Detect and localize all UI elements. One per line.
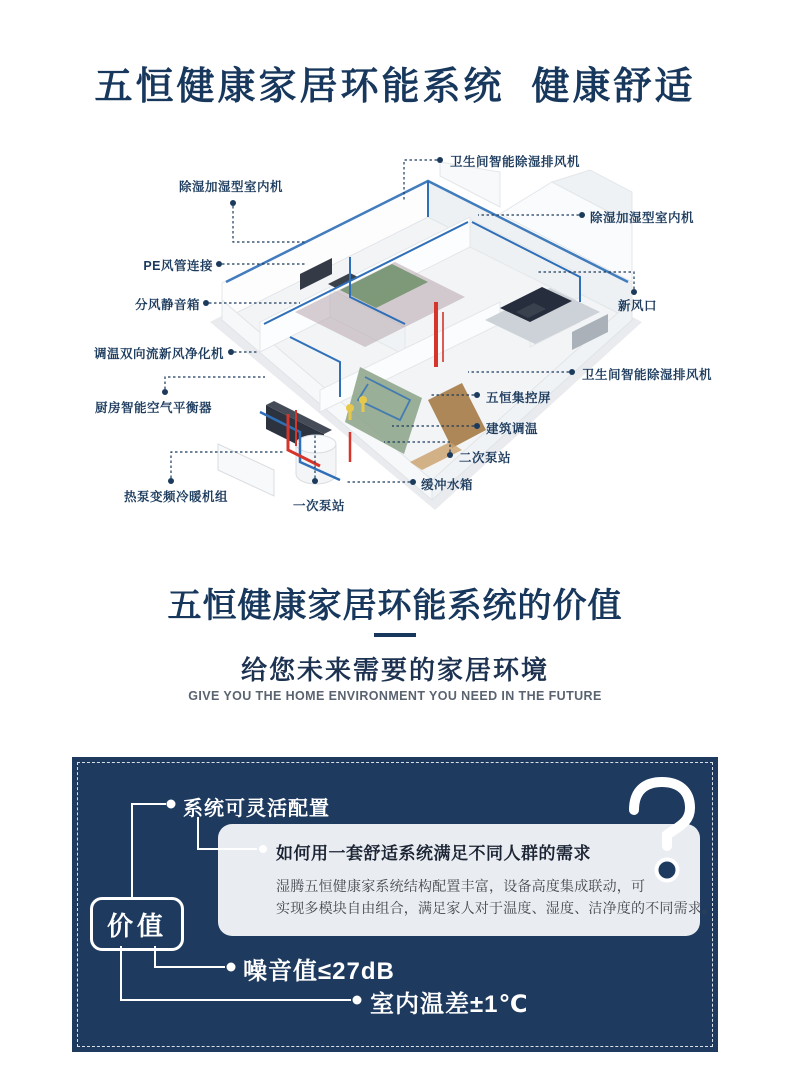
point-indoor-temp-diff: 室内温差±1℃ — [370, 991, 529, 1018]
callout-label-kitchen-air-balancer: 厨房智能空气平衡器 — [94, 401, 212, 415]
value-badge: 价值 — [90, 897, 184, 951]
main-title: 五恒健康家居环能系统 健康舒适 — [94, 66, 696, 108]
callout-label-fresh-air-purifier: 调温双向流新风净化机 — [93, 347, 224, 361]
point-flexible-config: 系统可灵活配置 — [183, 798, 330, 820]
floorplan-illustration — [200, 162, 658, 512]
callout-label-indoor-unit-left: 除湿加湿型室内机 — [178, 180, 283, 194]
callout-label-secondary-pump-station: 二次泵站 — [459, 451, 512, 465]
value-section-subtitle-en: GIVE YOU THE HOME ENVIRONMENT YOU NEED IN THE FUTURE — [188, 689, 602, 703]
info-card-title: 如何用一套舒适系统满足不同人群的需求 — [276, 844, 591, 863]
callout-label-indoor-unit-right: 除湿加湿型室内机 — [590, 211, 695, 225]
callout-label-heat-pump-unit: 热泵变频冷暖机组 — [123, 490, 228, 504]
info-card-body-line1: 湿腾五恒健康家系统结构配置丰富，设备高度集成联动，可 — [276, 878, 646, 894]
info-card-body-line2: 实现多模块自由组合，满足家人对于温度、湿度、洁净度的不同需求。 — [276, 900, 717, 916]
title-divider — [374, 633, 416, 637]
callout-label-building-temp: 建筑调温 — [486, 422, 539, 436]
value-section-title: 五恒健康家居环能系统的价值 — [167, 587, 623, 625]
callout-label-bathroom-fan-bottom: 卫生间智能除湿排风机 — [582, 368, 713, 382]
callout-label-bathroom-fan-top: 卫生间智能除湿排风机 — [450, 155, 581, 169]
callout-label-pe-duct: PE风管连接 — [143, 259, 213, 273]
callout-label-fresh-air-outlet: 新风口 — [618, 299, 658, 313]
callout-label-primary-pump-station: 一次泵站 — [293, 499, 346, 513]
callout-label-buffer-tank: 缓冲水箱 — [421, 478, 474, 492]
callout-label-control-screen: 五恒集控屏 — [486, 391, 552, 405]
callout-label-air-splitter-box: 分风静音箱 — [134, 298, 200, 312]
value-section-subtitle: 给您未来需要的家居环境 — [240, 655, 549, 685]
point-noise-level: 噪音值≤27dB — [243, 958, 395, 985]
